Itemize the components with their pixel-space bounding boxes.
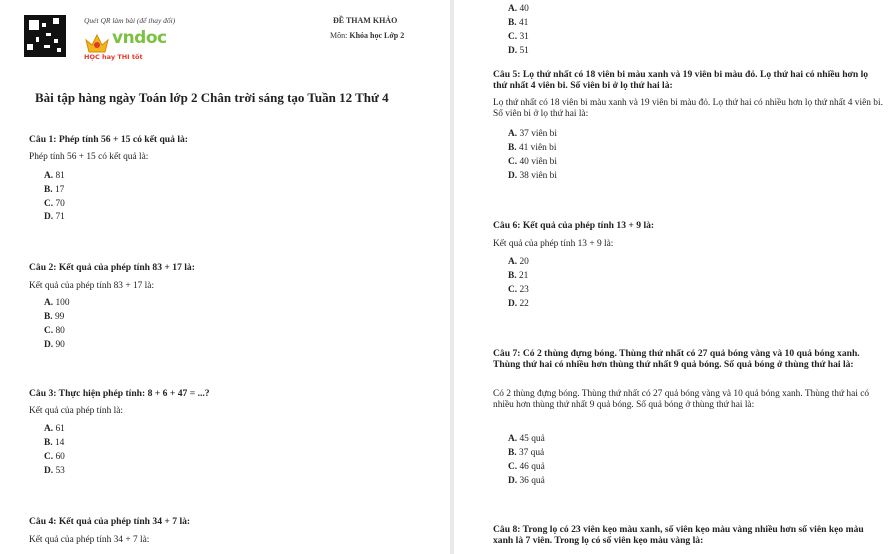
q1-option-d[interactable]: D. 71 — [44, 212, 65, 222]
q3-option-c[interactable]: C. 60 — [44, 452, 65, 462]
question-7-title: Câu 7: Có 2 thùng đựng bóng. Thùng thứ nhất có 27 quả bóng vàng và 10 quả bóng xanh. Thùng thứ hai có nhiều hơn thùng thứ nhất 9 quả bóng. Số quả bóng ở thùng thứ hai là: — [493, 348, 860, 370]
q6-option-d[interactable]: D. 22 — [508, 299, 529, 309]
question-3-body: Kết quả của phép tính là: — [29, 406, 123, 416]
question-1-title: Câu 1: Phép tính 56 + 15 có kết quả là: — [29, 134, 188, 145]
q2-option-c[interactable]: C. 80 — [44, 326, 65, 336]
q1-option-c[interactable]: C. 70 — [44, 199, 65, 209]
q1-option-a[interactable]: A. 81 — [44, 171, 65, 181]
q5-option-d[interactable]: D. 38 viên bi — [508, 171, 557, 181]
q4-option-a[interactable]: A. 40 — [508, 4, 529, 14]
question-5-body: Lọ thứ nhất có 18 viên bi màu xanh và 19 viên bi màu đỏ. Lọ thứ hai có nhiều hơn lọ thứ nhất 4 viên bi. Số viên bi ở lọ thứ hai là: — [493, 98, 883, 119]
q4-option-c[interactable]: C. 31 — [508, 32, 529, 42]
q2-option-b[interactable]: B. 99 — [44, 312, 65, 322]
question-5-title: Câu 5: Lọ thứ nhất có 18 viên bi màu xanh và 19 viên bi màu đỏ. Lọ thứ hai có nhiều hơn lọ thứ nhất 4 viên bi. Số viên bi ở lọ thứ hai là: — [493, 69, 869, 91]
vndoc-logo-tagline — [84, 52, 156, 61]
question-2-body: Kết quả của phép tính 83 + 17 là: — [29, 281, 155, 291]
question-2-title: Câu 2: Kết quả của phép tính 83 + 17 là: — [29, 262, 195, 273]
question-8-title: Câu 8: Trong lọ có 23 viên kẹo màu xanh, số viên kẹo màu vàng nhiều hơn số viên kẹo màu xanh là 7 viên. Trong lọ có số viên kẹo màu vàng là: — [493, 524, 864, 546]
question-4-title: Câu 4: Kết quả của phép tính 34 + 7 là: — [29, 516, 191, 527]
q4-option-b[interactable]: B. 41 — [508, 18, 529, 28]
q5-option-a[interactable]: A. 37 viên bi — [508, 129, 557, 139]
question-6-body: Kết quả của phép tính 13 + 9 là: — [493, 239, 614, 249]
question-6-title: Câu 6: Kết quả của phép tính 13 + 9 là: — [493, 220, 655, 231]
subject-prefix: Môn: — [330, 31, 348, 40]
q7-option-a[interactable]: A. 45 quả — [508, 434, 545, 444]
question-3-title: Câu 3: Thực hiện phép tính: 8 + 6 + 47 = ...? — [29, 388, 210, 399]
q3-option-d[interactable]: D. 53 — [44, 466, 65, 476]
q1-option-b[interactable]: B. 17 — [44, 185, 65, 195]
q6-option-b[interactable]: B. 21 — [508, 271, 529, 281]
vndoc-crown-logo-icon — [84, 32, 110, 54]
vndoc-logo-text: vndoc — [112, 28, 167, 48]
subject-line — [330, 31, 404, 40]
question-4-body: Kết quả của phép tính 34 + 7 là: — [29, 535, 150, 545]
q2-option-a[interactable]: A. 100 — [44, 298, 70, 308]
q6-option-a[interactable]: A. 20 — [508, 257, 529, 267]
question-1-body: Phép tính 56 + 15 có kết quả là: — [29, 152, 149, 162]
q7-option-b[interactable]: B. 37 quả — [508, 448, 545, 458]
q6-option-c[interactable]: C. 23 — [508, 285, 529, 295]
q4-option-d[interactable]: D. 51 — [508, 46, 529, 56]
document-page-right — [454, 0, 896, 554]
header-center-title: ĐỀ THAM KHẢO — [333, 16, 398, 25]
qr-code-icon[interactable] — [24, 15, 66, 57]
q5-option-b[interactable]: B. 41 viên bi — [508, 143, 557, 153]
qr-caption: Quét QR làm bài (để thay đổi) — [84, 16, 176, 25]
subject-value: Khóa học Lớp 2 — [349, 31, 405, 40]
q7-option-c[interactable]: C. 46 quả — [508, 462, 545, 472]
q5-option-c[interactable]: C. 40 viên bi — [508, 157, 557, 167]
q7-option-d[interactable]: D. 36 quả — [508, 476, 545, 486]
document-title: Bài tập hàng ngày Toán lớp 2 Chân trời sáng tạo Tuần 12 Thứ 4 — [35, 90, 389, 105]
q2-option-d[interactable]: D. 90 — [44, 340, 65, 350]
q3-option-b[interactable]: B. 14 — [44, 438, 65, 448]
question-7-body: Có 2 thùng đựng bóng. Thùng thứ nhất có 27 quả bóng vàng và 10 quả bóng xanh. Thùng thứ hai có nhiều hơn thùng thứ nhất 9 quả bóng. Số quả bóng ở thùng thứ hai là: — [493, 389, 870, 410]
svg-text:HỌC hay THI tốt: HỌC hay THI tốt — [84, 53, 143, 61]
q3-option-a[interactable]: A. 61 — [44, 424, 65, 434]
